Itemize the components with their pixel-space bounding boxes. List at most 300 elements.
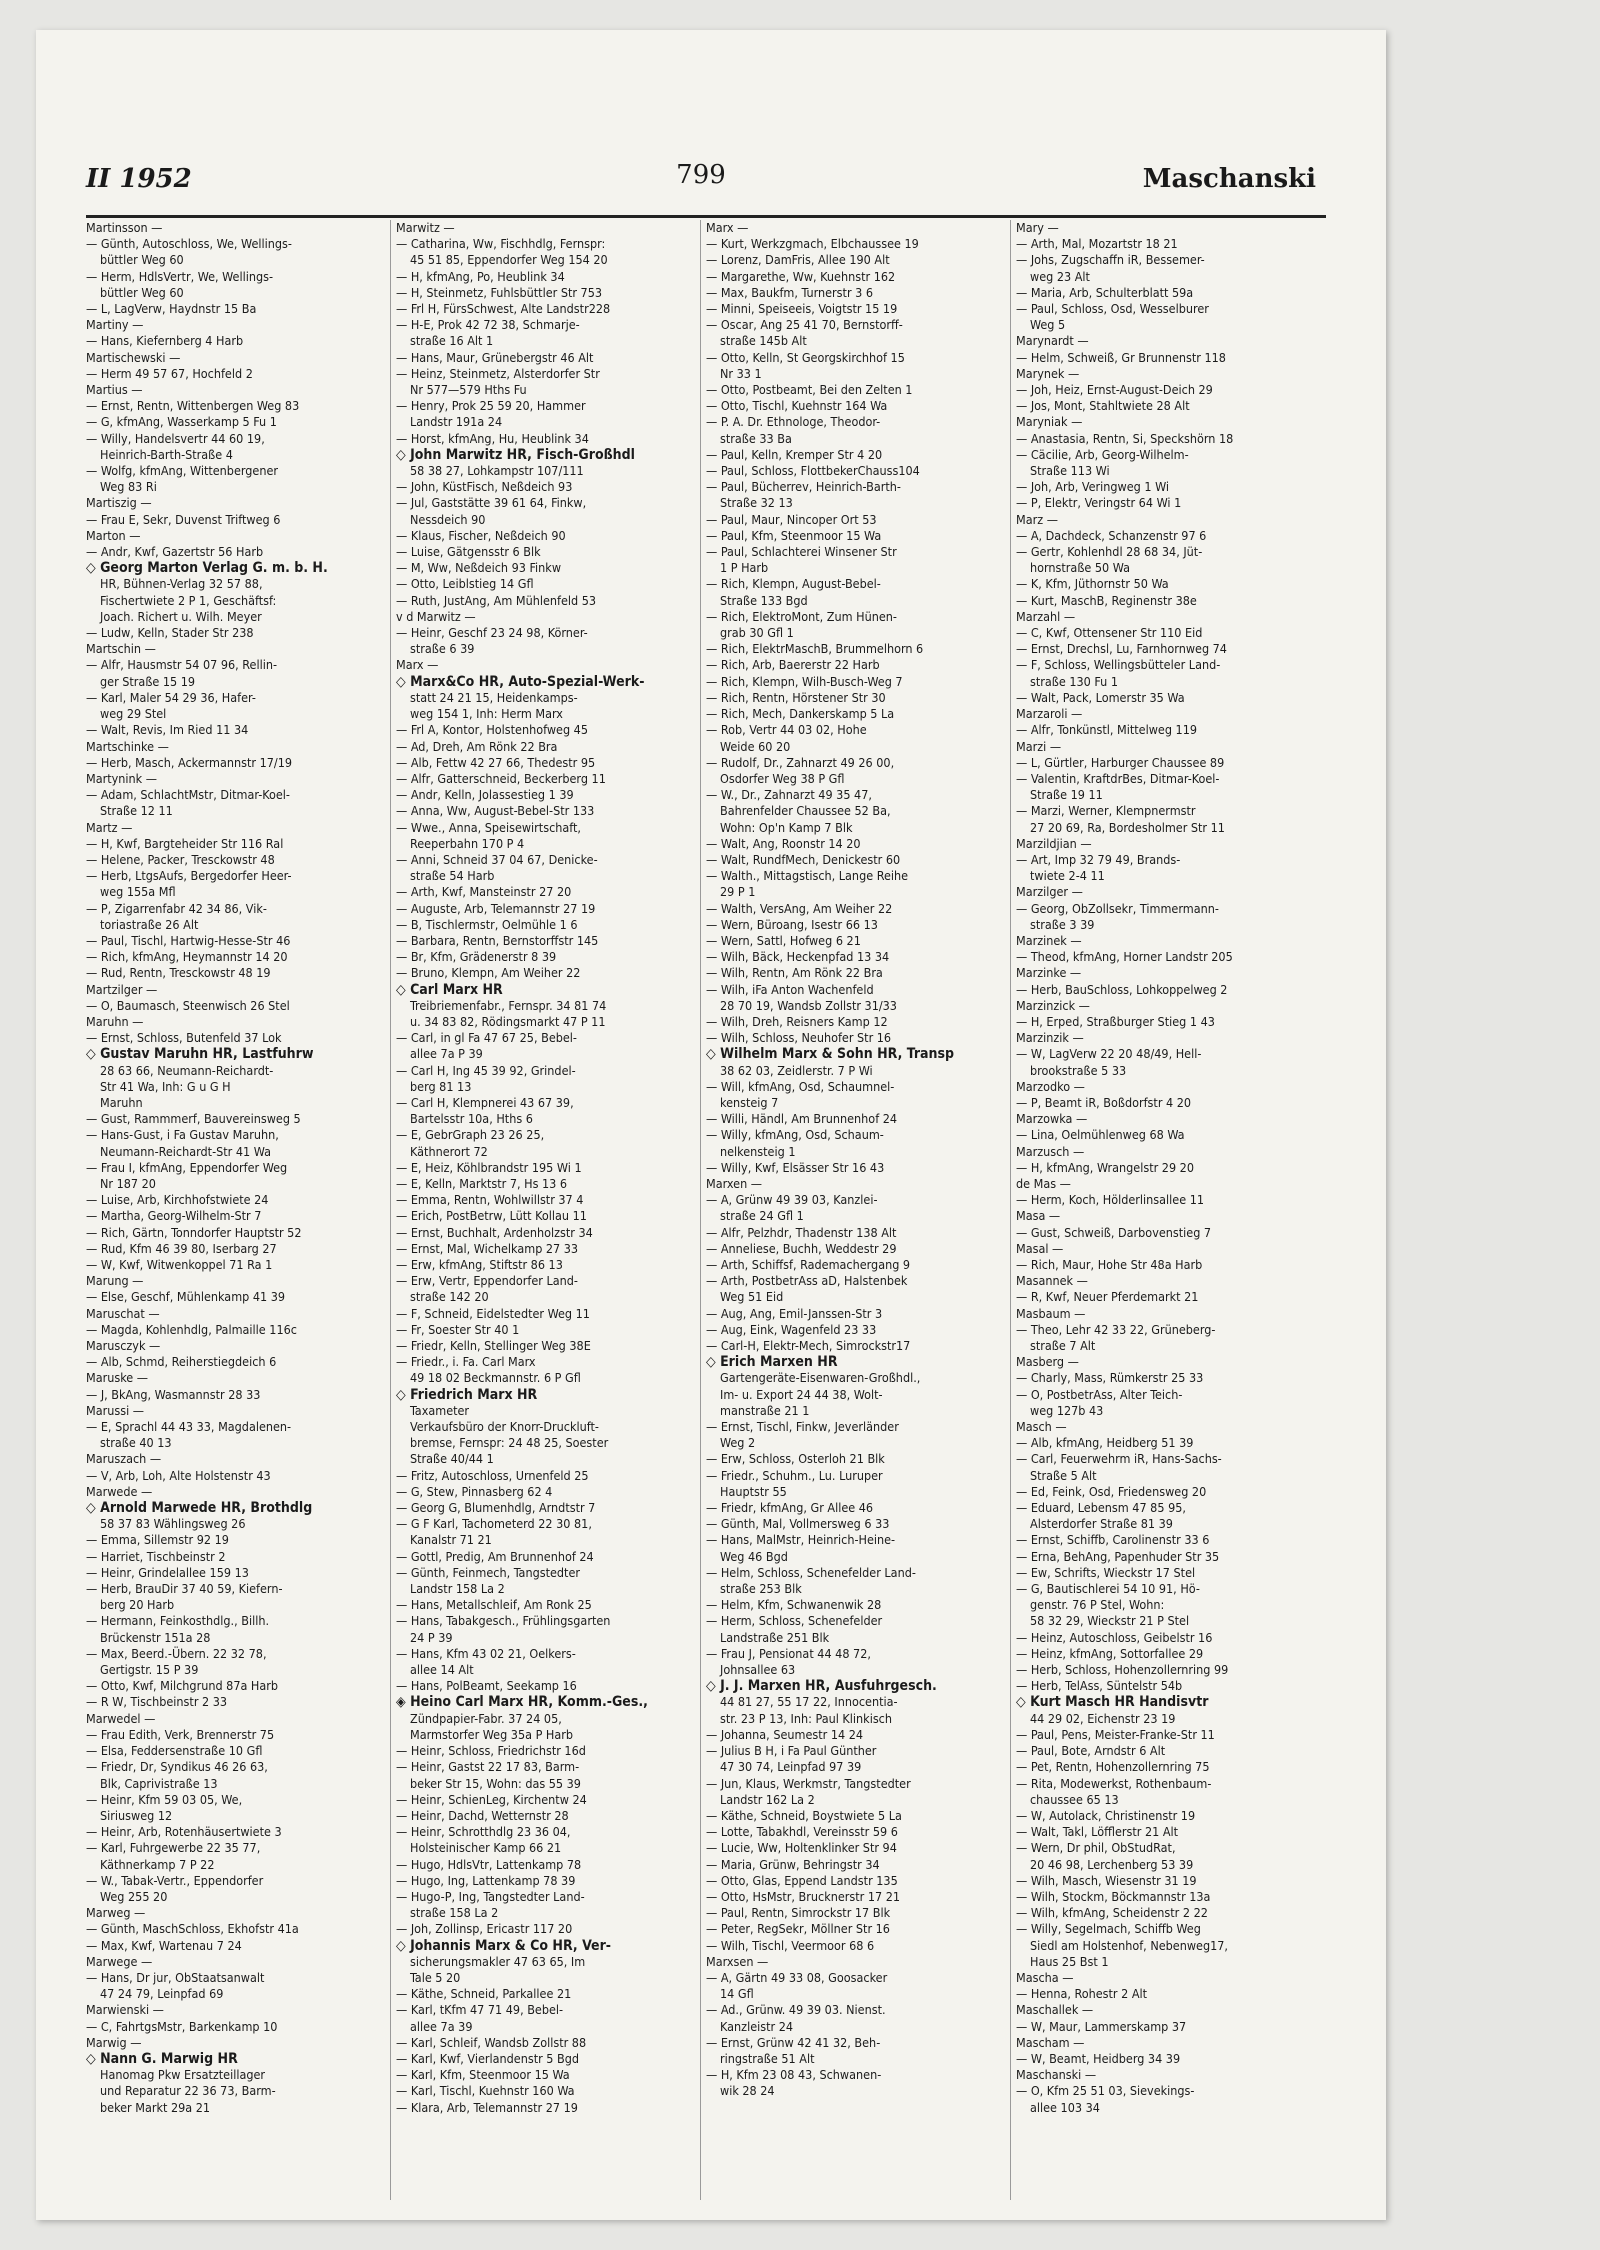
directory-entry-line: straße 130 Fu 1 [1030,673,1119,689]
directory-entry-line: Treibriemenfabr., Fernspr. 34 81 74 [410,997,607,1013]
directory-entry-line: — Ruth, JustAng, Am Mühlenfeld 53 [396,592,597,608]
directory-entry-line: — Marzi, Werner, Klempnermstr [1016,803,1196,819]
directory-entry-line: — Joh, Zollinsp, Ericastr 117 20 [396,1921,573,1937]
directory-entry-line: — Klara, Arb, Telemannstr 27 19 [396,2099,578,2115]
directory-entry-line: — Adam, SchlachtMstr, Ditmar-Koel- [86,787,290,803]
directory-entry-line: Bahrenfelder Chaussee 52 Ba, [720,803,891,819]
directory-entry-line: — O, PostbetrAss, Alter Teich- [1016,1386,1183,1402]
directory-entry-line: — W, Maur, Lammerskamp 37 [1016,2018,1187,2034]
directory-entry-line: Marwig — [86,2034,142,2050]
directory-entry-line: — Hans, Kfm 43 02 21, Oelkers- [396,1645,576,1661]
directory-entry-line: Martiny — [86,317,144,333]
directory-entry-line: 28 70 19, Wandsb Zollstr 31/33 [720,997,897,1013]
directory-entry-line: — Willi, Händl, Am Brunnenhof 24 [706,1111,898,1127]
directory-entry-line: — Paul, Kelln, Kremper Str 4 20 [706,446,883,462]
directory-entry-line: — H, Kwf, Bargteheider Str 116 Ral [86,835,284,851]
directory-entry-line: — Rita, Modewerkst, Rothenbaum- [1016,1775,1212,1791]
directory-entry-line: allee 14 Alt [410,1662,474,1678]
directory-entry-line: — Günth, MaschSchloss, Ekhofstr 41a [86,1921,299,1937]
directory-entry-line: — H, kfmAng, Po, Heublink 34 [396,268,565,284]
directory-entry-line: 44 81 27, 55 17 22, Innocentia- [720,1694,898,1710]
directory-entry-line: — Emma, Sillemstr 92 19 [86,1532,229,1548]
directory-entry-line: — Anneliese, Buchh, Weddestr 29 [706,1240,897,1256]
directory-entry-line: — H, kfmAng, Wrangelstr 29 20 [1016,1159,1194,1175]
directory-entry-line: Masannek — [1016,1273,1088,1289]
directory-entry-line: — Martha, Georg-Wilhelm-Str 7 [86,1208,262,1224]
directory-entry-line: — Anna, Ww, August-Bebel-Str 133 [396,803,595,819]
directory-entry-line: — Rich, Klempn, Wilh-Busch-Weg 7 [706,673,903,689]
directory-entry-line: — C, Kwf, Ottensener Str 110 Eid [1016,625,1203,641]
directory-entry-line: Blk, Caprivistraße 13 [100,1775,218,1791]
directory-entry-line: straße 145b Alt [720,333,807,349]
directory-entry-line: — Luise, Gätgensstr 6 Blk [396,544,541,560]
directory-entry-line: — Ad, Dreh, Am Rönk 22 Bra [396,738,558,754]
column-4 [1016,220,1316,2200]
directory-entry-line: ◇ Marx&Co HR, Auto-Spezial-Werk- [396,673,645,690]
directory-entry-line: — Br, Kfm, Grädenerstr 8 39 [396,949,557,965]
directory-entry-line: bremse, Fernspr: 24 48 25, Soester [410,1435,609,1451]
directory-entry-line: — Otto, Tischl, Kuehnstr 164 Wa [706,398,888,414]
directory-entry-line: — Arth, Mal, Mozartstr 18 21 [1016,236,1178,252]
directory-entry-line: Maschallek — [1016,2002,1094,2018]
directory-entry-line: — Paul, Schloss, FlottbekerChauss104 [706,463,920,479]
directory-entry-line: ◇ John Marwitz HR, Fisch-Großhdl [396,446,635,463]
directory-entry-line: — Pet, Rentn, Hohenzollernring 75 [1016,1759,1210,1775]
directory-entry-line: — Rich, Mech, Dankerskamp 5 La [706,706,895,722]
directory-entry-line: Holsteinischer Kamp 66 21 [410,1840,562,1856]
directory-entry-line: — Will, kfmAng, Osd, Schaumnel- [706,1078,895,1094]
directory-entry-line: Marzaroli — [1016,706,1083,722]
directory-entry-line: — E, Heiz, Köhlbrandstr 195 Wi 1 [396,1159,582,1175]
directory-entry-line: — Walth., Mittagstisch, Lange Reihe [706,868,909,884]
directory-entry-line: 58 37 83 Wählingsweg 26 [100,1516,246,1532]
directory-entry-line: — M, Ww, Neßdeich 93 Finkw [396,560,562,576]
directory-entry-line: 58 32 29, Wieckstr 21 P Stel [1030,1613,1190,1629]
directory-entry-line: — Erna, BehAng, Papenhuder Str 35 [1016,1548,1220,1564]
directory-entry-line: — Friedr., i. Fa. Carl Marx [396,1354,536,1370]
directory-entry-line: — Heinr, Arb, Rotenhäusertwiete 3 [86,1824,282,1840]
directory-entry-line: — Johanna, Seumestr 14 24 [706,1726,864,1742]
directory-entry-line: — Cäcilie, Arb, Georg-Wilhelm- [1016,446,1189,462]
directory-entry-line: Maschanski — [1016,2067,1097,2083]
directory-entry-line: Marzinzick — [1016,997,1090,1013]
directory-entry-line: — Aug, Eink, Wagenfeld 23 33 [706,1321,877,1337]
directory-entry-line: — Klaus, Fischer, Neßdeich 90 [396,527,566,543]
directory-entry-line: — Günth, Mal, Vollmersweg 6 33 [706,1516,890,1532]
directory-entry-line: — Carl, in gl Fa 47 67 25, Bebel- [396,1030,577,1046]
directory-entry-line: ◇ Johannis Marx & Co HR, Ver- [396,1937,612,1954]
directory-entry-line: — Rich, ElektrMaschB, Brummelhorn 6 [706,641,924,657]
directory-entry-line: Marzusch — [1016,1143,1085,1159]
directory-entry-line: Mascha — [1016,1969,1074,1985]
directory-entry-line: ◇ J. J. Marxen HR, Ausfuhrgesch. [706,1678,937,1695]
directory-entry-line: — Hans, Kiefernberg 4 Harb [86,333,244,349]
directory-entry-line: — Hugo-P, Ing, Tangstedter Land- [396,1888,585,1904]
directory-entry-line: — Paul, Maur, Nincoper Ort 53 [706,511,877,527]
directory-entry-line: — Paul, Tischl, Hartwig-Hesse-Str 46 [86,932,291,948]
directory-entry-line: allee 7a P 39 [410,1046,483,1062]
directory-entry-line: — E, Kelln, Marktstr 7, Hs 13 6 [396,1175,568,1191]
directory-entry-line: — Joh, Arb, Veringweg 1 Wi [1016,479,1170,495]
directory-columns [86,220,1326,2200]
directory-entry-line: Marx — [706,220,749,235]
directory-entry-line: — Otto, Postbeamt, Bei den Zelten 1 [706,382,913,398]
directory-entry-line: chaussee 65 13 [1030,1791,1119,1807]
directory-entry-line: — Otto, Glas, Eppend Landstr 135 [706,1872,898,1888]
directory-entry-line: — Willy, Segelmach, Schiffb Weg [1016,1921,1201,1937]
directory-entry-line: Verkaufsbüro der Knorr-Druckluft- [410,1419,599,1435]
directory-entry-line: ger Straße 15 19 [100,673,196,689]
directory-entry-line: — A, Dachdeck, Schanzenstr 97 6 [1016,527,1207,543]
directory-entry-line: — Jos, Mont, Stahltwiete 28 Alt [1016,398,1190,414]
directory-entry-line: Martynink — [86,770,157,786]
header-rule [86,215,1326,218]
directory-entry-line: Marwede — [86,1483,153,1499]
directory-entry-line: — Heinr, Schloss, Friedrichstr 16d [396,1743,586,1759]
directory-entry-line: — Otto, Kwf, Milchgrund 87a Harb [86,1678,279,1694]
directory-entry-line: Marzilger — [1016,884,1083,900]
directory-entry-line: Fischertwiete 2 P 1, Geschäftsf: [100,592,277,608]
directory-entry-line: ◇ Carl Marx HR [396,981,503,998]
directory-entry-line: 47 24 79, Leinpfad 69 [100,1986,224,2002]
directory-entry-line: — Willy, Kwf, Elsässer Str 16 43 [706,1159,885,1175]
directory-entry-line: Mary — [1016,220,1059,235]
directory-entry-line: — Valentin, KraftdrBes, Ditmar-Koel- [1016,770,1220,786]
directory-entry-line: Siedl am Holstenhof, Nebenweg17, [1030,1937,1228,1953]
directory-entry-line: — C, FahrtgsMstr, Barkenkamp 10 [86,2018,278,2034]
directory-entry-line: — Karl, Schleif, Wandsb Zollstr 88 [396,2034,587,2050]
directory-entry-line: Masa — [1016,1208,1061,1224]
directory-entry-line: Mascham — [1016,2034,1085,2050]
directory-entry-line: Masch — [1016,1419,1067,1435]
directory-entry-line: — Carl H, Ing 45 39 92, Grindel- [396,1062,576,1078]
directory-entry-line: weg 155a Mfl [100,884,176,900]
directory-entry-line: — B, Tischlermstr, Oelmühle 1 6 [396,916,578,932]
directory-entry-line: Maruhn — [86,1013,144,1029]
directory-entry-line: — Walt, Revis, Im Ried 11 34 [86,722,249,738]
directory-entry-line: ringstraße 51 Alt [720,2050,815,2066]
directory-entry-line: — Kurt, Werkzgmach, Elbchaussee 19 [706,236,919,252]
directory-entry-line: — Arth, Kwf, Mansteinstr 27 20 [396,884,572,900]
directory-entry-line: — Frau I, kfmAng, Eppendorfer Weg [86,1159,288,1175]
directory-entry-line: ◇ Friedrich Marx HR [396,1386,538,1403]
directory-entry-line: — Wilh, Stockm, Böckmannstr 13a [1016,1888,1211,1904]
directory-entry-line: — Herm, HdlsVertr, We, Wellings- [86,268,274,284]
directory-entry-line: 29 P 1 [720,884,756,900]
directory-entry-line: hornstraße 50 Wa [1030,560,1130,576]
directory-entry-line: — Wern, Sattl, Hofweg 6 21 [706,932,861,948]
directory-entry-line: Marung — [86,1273,144,1289]
directory-entry-line: — Arth, Schiffsf, Rademachergang 9 [706,1257,911,1272]
directory-entry-line: ◇ Nann G. Marwig HR [86,2050,238,2067]
directory-entry-line: Marxen — [706,1175,763,1191]
directory-entry-line: Maryniak — [1016,414,1083,430]
directory-entry-line: — Herm, Schloss, Schenefelder [706,1613,883,1629]
directory-entry-line: — P. A. Dr. Ethnologe, Theodor- [706,414,881,430]
directory-entry-line: — Gust, Schweiß, Darbovenstieg 7 [1016,1224,1212,1240]
header-running-name: Maschanski [1142,164,1316,194]
directory-entry-line: — Charly, Mass, Rümkerstr 25 33 [1016,1370,1204,1386]
directory-entry-line: büttler Weg 60 [100,252,184,268]
directory-entry-line: Straße 40/44 1 [410,1451,494,1467]
directory-entry-line: — Rich, kfmAng, Heymannstr 14 20 [86,949,288,965]
directory-entry-line: Neumann-Reichardt-Str 41 Wa [100,1143,271,1159]
directory-entry-line: — Ed, Feink, Osd, Friedensweg 20 [1016,1483,1207,1499]
directory-entry-line: — Ew, Schrifts, Wieckstr 17 Stel [1016,1564,1196,1580]
directory-entry-line: — Alb, Schmd, Reiherstiegdeich 6 [86,1354,277,1370]
directory-entry-line: — Paul, Bote, Arndstr 6 Alt [1016,1743,1166,1759]
directory-entry-line: — Jun, Klaus, Werkmstr, Tangstedter [706,1775,911,1791]
directory-entry-line: Str 41 Wa, Inh: G u G H [100,1078,231,1094]
directory-entry-line: — F, Schloss, Wellingsbütteler Land- [1016,657,1221,673]
directory-entry-line: — P, Beamt iR, Boßdorfstr 4 20 [1016,1094,1192,1110]
directory-entry-line: str. 23 P 13, Inh: Paul Klinkisch [720,1710,892,1726]
directory-entry-line: ◇ Arnold Marwede HR, Brothdlg [86,1500,313,1517]
column-1 [86,220,386,2200]
directory-entry-line: — A, Gärtn 49 33 08, Goosacker [706,1969,888,1985]
directory-entry-line: — Hermann, Feinkosthdlg., Billh. [86,1613,270,1629]
directory-entry-line: — Elsa, Feddersenstraße 10 Gfl [86,1743,263,1759]
directory-entry-line: — Hans, Metallschleif, Am Ronk 25 [396,1597,592,1613]
directory-entry-line: — Ernst, Grünw 42 41 32, Beh- [706,2034,881,2050]
directory-entry-line: — Alb, kfmAng, Heidberg 51 39 [1016,1435,1194,1451]
directory-entry-line: twiete 2-4 11 [1030,868,1105,884]
directory-entry-line: manstraße 21 1 [720,1402,810,1418]
directory-entry-line: — G, kfmAng, Wasserkamp 5 Fu 1 [86,414,277,430]
directory-entry-line: — Andr, Kelln, Jolassestieg 1 39 [396,787,574,803]
directory-entry-line: — Max, Baukfm, Turnerstr 3 6 [706,284,874,300]
directory-entry-line: — Heinr, Dachd, Wetternstr 28 [396,1807,569,1823]
directory-entry-line: — P, Elektr, Veringstr 64 Wi 1 [1016,495,1182,511]
directory-entry-line: Martischewski — [86,349,181,365]
directory-entry-line: — H, Erped, Straßburger Stieg 1 43 [1016,1013,1215,1029]
directory-entry-line: — H-E, Prok 42 72 38, Schmarje- [396,317,580,333]
directory-entry-line: Martschinke — [86,738,169,754]
directory-entry-line: — Frau E, Sekr, Duvenst Triftweg 6 [86,511,281,527]
directory-entry-line: — O, Baumasch, Steenwisch 26 Stel [86,997,290,1013]
directory-entry-line: ◇ Kurt Masch HR Handisvtr [1016,1694,1209,1711]
directory-entry-line: — Rich, Maur, Hohe Str 48a Harb [1016,1257,1203,1272]
directory-entry-line: — Erw, kfmAng, Stiftstr 86 13 [396,1257,563,1272]
directory-entry-line: — Henna, Rohestr 2 Alt [1016,1986,1148,2002]
directory-entry-line: — John, KüstFisch, Neßdeich 93 [396,479,573,495]
directory-entry-line: — Willy, Handelsvertr 44 60 19, [86,430,265,446]
directory-entry-line: — Wern, Büroang, Isestr 66 13 [706,916,878,932]
column-2 [396,220,696,2200]
directory-entry-line: — Fritz, Autoschloss, Urnenfeld 25 [396,1467,589,1483]
directory-entry-line: — Wilh, Dreh, Reisners Kamp 12 [706,1013,888,1029]
directory-entry-line: 24 P 39 [410,1629,453,1645]
directory-entry-line: Straße 113 Wi [1030,463,1110,479]
directory-entry-line: — Max, Kwf, Wartenau 7 24 [86,1937,242,1953]
directory-entry-line: — Karl, Maler 54 29 36, Hafer- [86,689,256,705]
directory-entry-line: Marynek — [1016,365,1080,381]
directory-entry-line: — Andr, Kwf, Gazertstr 56 Harb [86,544,264,560]
directory-entry-line: Weg 2 [720,1435,756,1451]
directory-entry-line: Zündpapier-Fabr. 37 24 05, [410,1710,562,1726]
directory-entry-line: Martz — [86,819,133,835]
directory-entry-line: — Käthe, Schneid, Boystwiete 5 La [706,1807,902,1823]
directory-entry-line: — Georg, ObZollsekr, Timmermann- [1016,900,1219,916]
directory-entry-line: berg 20 Harb [100,1597,175,1613]
directory-entry-line: — Erw, Schloss, Osterloh 21 Blk [706,1451,885,1467]
directory-entry-line: — Walth, VersAng, Am Weiher 22 [706,900,893,916]
directory-entry-line: — Hugo, Ing, Lattenkamp 78 39 [396,1872,576,1888]
directory-entry-line: Kanzleistr 24 [720,2018,794,2034]
directory-entry-line: Reeperbahn 170 P 4 [410,835,525,851]
directory-entry-line: — Herb, TelAss, Süntelstr 54b [1016,1678,1183,1694]
directory-entry-line: — Helene, Packer, Tresckowstr 48 [86,851,275,867]
directory-entry-line: — Georg G, Blumenhdlg, Arndtstr 7 [396,1500,596,1516]
directory-entry-line: Martinsson — [86,220,163,235]
directory-entry-line: straße 253 Blk [720,1581,802,1597]
directory-entry-line: straße 158 La 2 [410,1905,499,1921]
directory-entry-line: Masbaum — [1016,1305,1086,1321]
directory-entry-line: statt 24 21 15, Heidenkamps- [410,689,578,705]
directory-entry-line: Landstraße 251 Blk [720,1629,830,1645]
directory-entry-line: — Auguste, Arb, Telemannstr 27 19 [396,900,596,916]
directory-entry-line: — Heinr, SchienLeg, Kirchentw 24 [396,1791,587,1807]
directory-entry-line: — L, LagVerw, Haydnstr 15 Ba [86,301,257,317]
directory-entry-line: — K, Kfm, Jüthornstr 50 Wa [1016,576,1169,592]
directory-entry-line: — Julius B H, i Fa Paul Günther [706,1743,877,1759]
directory-entry-line: Marwedel — [86,1710,156,1726]
directory-entry-line: — G, Bautischlerei 54 10 91, Hö- [1016,1581,1200,1597]
directory-entry-line: straße 142 20 [410,1289,489,1305]
directory-entry-line: — Hugo, HdlsVtr, Lattenkamp 78 [396,1856,582,1872]
directory-entry-line: — Catharina, Ww, Fischhdlg, Fernspr: [396,236,606,252]
directory-entry-line: — Käthe, Schneid, Parkallee 21 [396,1986,572,2002]
directory-entry-line: — Theo, Lehr 42 33 22, Grüneberg- [1016,1321,1216,1337]
directory-entry-line: Siriusweg 12 [100,1807,173,1823]
directory-entry-line: — Ernst, Rentn, Wittenbergen Weg 83 [86,398,300,414]
directory-entry-line: — Ernst, Buchhalt, Ardenholzstr 34 [396,1224,593,1240]
directory-entry-line: straße 16 Alt 1 [410,333,494,349]
directory-entry-line: weg 23 Alt [1030,268,1090,284]
column-divider [390,220,391,2200]
directory-entry-line: Maruhn [100,1094,143,1110]
directory-entry-line: — Herb, Schloss, Hohenzollernring 99 [1016,1662,1229,1678]
directory-entry-line: — Maria, Grünw, Behringstr 34 [706,1856,880,1872]
directory-entry-line: Straße 12 11 [100,803,173,819]
directory-entry-line: Maruszach — [86,1451,162,1467]
directory-entry-line: — Margarethe, Ww, Kuehnstr 162 [706,268,896,284]
directory-entry-line: 47 30 74, Leinpfad 97 39 [720,1759,862,1775]
directory-entry-line: Kanalstr 71 21 [410,1532,492,1548]
directory-entry-line: — Karl, tKfm 47 71 49, Bebel- [396,2002,564,2018]
directory-entry-line: — Ernst, Schiffb, Carolinenstr 33 6 [1016,1532,1210,1548]
directory-entry-line: ◇ Georg Marton Verlag G. m. b. H. [86,560,328,577]
directory-entry-line: — Karl, Tischl, Kuehnstr 160 Wa [396,2083,575,2099]
directory-entry-line: — Wilh, Bäck, Heckenpfad 13 34 [706,949,890,965]
directory-entry-line: Masal — [1016,1240,1064,1256]
directory-entry-line: — Karl, Kwf, Vierlandenstr 5 Bgd [396,2050,580,2066]
directory-entry-line: — Carl, Feuerwehrm iR, Hans-Sachs- [1016,1451,1222,1467]
directory-entry-line: Marwitz — [396,220,455,235]
directory-entry-line: — Hans, Tabakgesch., Frühlingsgarten [396,1613,611,1629]
directory-entry-line: Gartengeräte-Eisenwaren-Großhdl., [720,1370,921,1386]
directory-entry-line: — Friedr, Dr, Syndikus 46 26 63, [86,1759,268,1775]
directory-entry-line: — Günth, Autoschloss, We, Wellings- [86,236,292,252]
directory-entry-line: genstr. 76 P Stel, Wohn: [1030,1597,1165,1613]
directory-entry-line: — Ernst, Schloss, Butenfeld 37 Lok [86,1030,282,1046]
directory-entry-line: — Walt, Takl, Löfflerstr 21 Alt [1016,1824,1179,1840]
directory-entry-line: — Hans-Gust, i Fa Gustav Maruhn, [86,1127,279,1143]
directory-entry-line: — Helm, Kfm, Schwanenwik 28 [706,1597,882,1613]
directory-entry-line: — Wilh, Schloss, Neuhofer Str 16 [706,1030,892,1046]
directory-page [36,30,1386,2220]
directory-entry-line: — Alb, Fettw 42 27 66, Thedestr 95 [396,754,596,770]
directory-entry-line: Landstr 158 La 2 [410,1581,505,1597]
directory-entry-line: Nessdeich 90 [410,511,486,527]
directory-entry-line: — Otto, Kelln, St Georgskirchhof 15 [706,349,905,365]
directory-entry-line: Marzinek — [1016,932,1082,948]
directory-entry-line: — Max, Beerd.-Übern. 22 32 78, [86,1645,267,1661]
directory-entry-line: ◇ Gustav Maruhn HR, Lastfuhrw [86,1046,314,1063]
directory-entry-line: — Herb, BrauDir 37 40 59, Kiefern- [86,1581,283,1597]
directory-entry-line: Nr 577—579 Hths Fu [410,382,527,398]
directory-entry-line: — Rich, ElektroMont, Zum Hünen- [706,608,897,624]
directory-entry-line: beker Str 15, Wohn: das 55 39 [410,1775,581,1791]
directory-entry-line: — Otto, HsMstr, Brucknerstr 17 21 [706,1888,901,1904]
directory-entry-line: 44 29 02, Eichenstr 23 19 [1030,1710,1176,1726]
directory-entry-line: Marzodko — [1016,1078,1085,1094]
directory-entry-line: — Alfr, Hausmstr 54 07 96, Rellin- [86,657,278,673]
directory-entry-line: Maruske — [86,1370,149,1386]
directory-entry-line: — Magda, Kohlenhdlg, Palmaille 116c [86,1321,297,1337]
directory-entry-line: ◇ Wilhelm Marx & Sohn HR, Transp [706,1046,955,1063]
directory-entry-line: Wohn: Op'n Kamp 7 Blk [720,819,853,835]
directory-entry-line: — Frl H, FürsSchwest, Alte Landstr228 [396,301,611,317]
directory-entry-line: — Hans, MalMstr, Heinrich-Heine- [706,1532,896,1548]
directory-entry-line: — Hans, Maur, Grünebergstr 46 Alt [396,349,594,365]
directory-entry-line: Marx — [396,657,439,673]
directory-entry-line: allee 103 34 [1030,2099,1100,2115]
directory-entry-line: büttler Weg 60 [100,284,184,300]
directory-entry-line: Osdorfer Weg 38 P Gfl [720,770,845,786]
directory-entry-line: — Theod, kfmAng, Horner Landstr 205 [1016,949,1233,965]
column-3 [706,220,1006,2200]
directory-entry-line: — Rich, Arb, Baererstr 22 Harb [706,657,880,673]
directory-entry-line: — Lotte, Tabakhdl, Vereinsstr 59 6 [706,1824,898,1840]
directory-entry-line: — Wilh, Tischl, Veermoor 68 6 [706,1937,875,1953]
directory-entry-line: — Emma, Rentn, Wohlwillstr 37 4 [396,1192,584,1208]
directory-entry-line: — Ludw, Kelln, Stader Str 238 [86,625,254,641]
directory-entry-line: — Fr, Soester Str 40 1 [396,1321,520,1337]
directory-entry-line: — Heinr, Geschf 23 24 98, Körner- [396,625,588,641]
directory-entry-line: — Alfr, Gatterschneid, Beckerberg 11 [396,770,606,786]
directory-entry-line: — Ernst, Mal, Wichelkamp 27 33 [396,1240,579,1256]
directory-entry-line: Martschin — [86,641,156,657]
directory-entry-line: Marynardt — [1016,333,1089,349]
directory-entry-line: — Walt, Pack, Lomerstr 35 Wa [1016,689,1185,705]
directory-entry-line: — Hans, PolBeamt, Seekamp 16 [396,1678,577,1694]
directory-entry-line: 45 51 85, Eppendorfer Weg 154 20 [410,252,608,268]
directory-entry-line: Marzinzik — [1016,1030,1084,1046]
directory-entry-line: — Wilh, iFa Anton Wachenfeld [706,981,874,997]
directory-entry-line: — E, Sprachl 44 43 33, Magdalenen- [86,1419,292,1435]
directory-entry-line: 58 38 27, Lohkampstr 107/111 [410,463,584,479]
directory-entry-line: v d Marwitz — [396,608,476,624]
directory-entry-line: straße 54 Harb [410,868,495,884]
directory-entry-line: toriastraße 26 Alt [100,916,199,932]
directory-entry-line: — Gottl, Predig, Am Brunnenhof 24 [396,1548,594,1564]
directory-entry-line: — Erich, PostBetrw, Lütt Kollau 11 [396,1208,587,1224]
directory-entry-line: Haus 25 Bst 1 [1030,1953,1109,1969]
directory-entry-line: Brückenstr 151a 28 [100,1629,211,1645]
directory-entry-line: Hanomag Pkw Ersatzteillager [100,2067,266,2083]
directory-entry-line: — Paul, Pens, Meister-Franke-Str 11 [1016,1726,1215,1742]
